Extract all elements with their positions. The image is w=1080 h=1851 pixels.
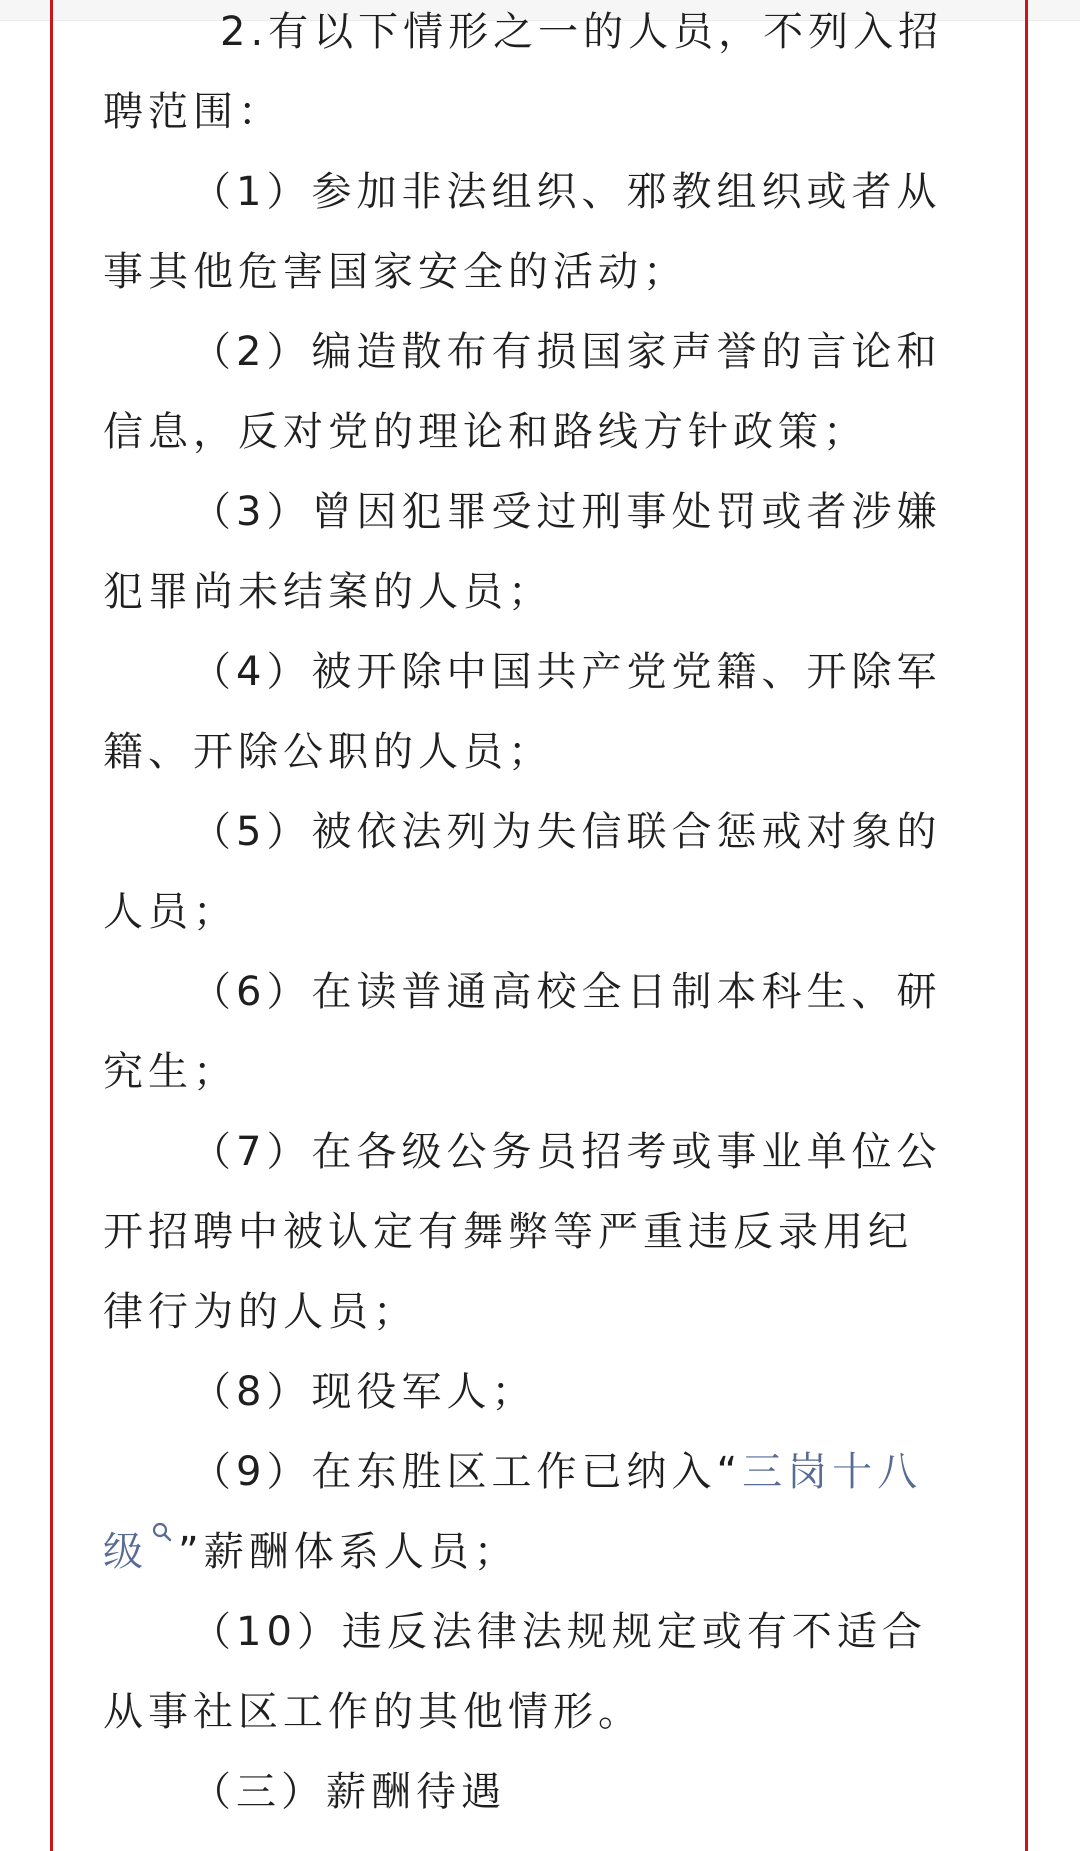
list-item-9-tail: ”薪酬体系人员； bbox=[178, 1529, 519, 1575]
list-item-3: （3）曾因犯罪受过刑事处罚或者涉嫌 bbox=[191, 489, 942, 535]
keyword-link[interactable]: 三岗十八 bbox=[742, 1449, 923, 1495]
list-item-5-cont: 人员； bbox=[103, 889, 238, 935]
list-item-9 bbox=[103, 1432, 963, 1512]
list-item-10-cont: 从事社区工作的其他情形。 bbox=[103, 1689, 643, 1735]
list-item-1: （1）参加非法组织、邪教组织或者从 bbox=[191, 169, 942, 215]
list-item-1-cont: 事其他危害国家安全的活动； bbox=[103, 249, 688, 295]
list-item-9-cont bbox=[103, 1512, 963, 1592]
list-item-2: （2）编造散布有损国家声誉的言论和 bbox=[191, 329, 942, 375]
list-item-8: （8）现役军人； bbox=[191, 1369, 537, 1415]
paragraph-line: 2.有以下情形之一的人员，不列入招 bbox=[220, 9, 944, 55]
section-heading: （三）薪酬待遇 bbox=[191, 1769, 506, 1815]
search-icon[interactable] bbox=[148, 1512, 176, 1552]
list-item-10: （10）违反法律法规规定或有不适合 bbox=[191, 1609, 927, 1655]
list-item-2-cont: 信息，反对党的理论和路线方针政策； bbox=[103, 409, 868, 455]
list-item-4: （4）被开除中国共产党党籍、开除军 bbox=[191, 649, 942, 695]
list-item-6: （6）在读普通高校全日制本科生、研 bbox=[191, 969, 942, 1015]
list-item-9-text: （9）在东胜区工作已纳入“ bbox=[191, 1449, 743, 1495]
paragraph-line: 聘范围： bbox=[103, 89, 283, 135]
list-item-7-cont: 开招聘中被认定有舞弊等严重违反录用纪 bbox=[103, 1209, 913, 1255]
list-item-5: （5）被依法列为失信联合惩戒对象的 bbox=[191, 809, 942, 855]
article-body bbox=[103, 0, 963, 1832]
list-item-7: （7）在各级公务员招考或事业单位公 bbox=[191, 1129, 942, 1175]
list-item-3-cont: 犯罪尚未结案的人员； bbox=[103, 569, 553, 615]
list-item-7-cont: 律行为的人员； bbox=[103, 1289, 418, 1335]
keyword-link-end[interactable]: 级 bbox=[103, 1529, 148, 1575]
list-item-6-cont: 究生； bbox=[103, 1049, 238, 1095]
list-item-4-cont: 籍、开除公职的人员； bbox=[103, 729, 553, 775]
